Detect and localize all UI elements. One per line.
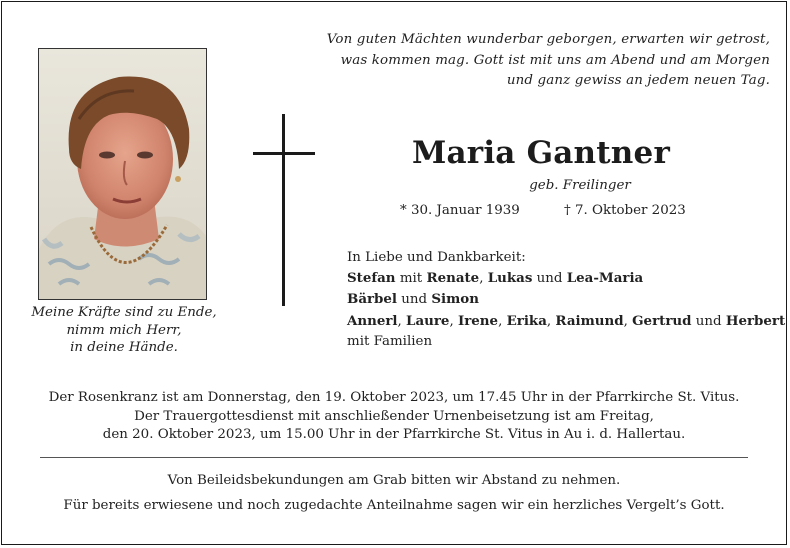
mourner-name: Gertrud [632, 312, 692, 329]
maiden-name: geb. Freilinger [529, 178, 631, 193]
mourner-name: Irene [457, 312, 499, 329]
life-dates [370, 203, 720, 223]
notice-line: Der Trauergottesdienst mit anschließender Urnenbeisetzung ist am Freitag, [134, 408, 654, 424]
mourner-name: Laure [406, 312, 450, 329]
mourners-line: Bärbel und Simon [347, 291, 479, 308]
portrait-image [39, 49, 207, 300]
notice-line: Der Rosenkranz ist am Donnerstag, den 19. Oktober 2023, um 17.45 Uhr in der Pfarrkirche St. Vitus. [48, 390, 740, 405]
birth-date: * 30. Januar 1939 [400, 203, 520, 218]
portrait-photo [38, 48, 207, 300]
quote-line: und ganz gewiss an jedem neuen Tag. [506, 73, 770, 88]
divider [40, 457, 748, 458]
death-date: † 7. Oktober 2023 [564, 203, 686, 218]
mourner-name: Stefan [347, 270, 396, 287]
bible-quote [290, 30, 770, 92]
deceased-name: Maria Gantner [411, 135, 670, 171]
thanks-note: Für bereits erwiesene und noch zugedachte Anteilnahme sagen wir ein herzliches Vergelt’s Gott. [63, 498, 725, 513]
caption-line: Meine Kräfte sind zu Ende, [31, 305, 217, 320]
notice-line: den 20. Oktober 2023, um 15.00 Uhr in der Pfarrkirche St. Vitus in Au i. d. Hallertau. [102, 427, 686, 442]
condolence-request: Von Beileidsbekundungen am Grab bitten wir Abstand zu nehmen. [167, 473, 621, 488]
mourners-line: Stefan mit Renate, Lukas und Lea-Maria [347, 270, 644, 287]
mourner-name: Renate [426, 270, 480, 287]
mourner-name: Annerl [347, 312, 398, 329]
mourners-closing: mit Familien [347, 333, 433, 349]
caption-line: nimm mich Herr, [66, 322, 182, 338]
mourner-name: Simon [431, 291, 479, 308]
mourner-name: Herbert [725, 312, 786, 329]
mourner-name: Lea-Maria [566, 270, 644, 287]
mourner-name: Raimund [555, 312, 624, 329]
quote-line: was kommen mag. Gott ist mit uns am Abend und am Morgen [340, 52, 770, 68]
mourner-name: Lukas [487, 270, 533, 287]
service-notice [24, 389, 764, 445]
photo-caption [24, 304, 224, 357]
caption-line: in deine Hände. [70, 340, 178, 355]
mourners-intro: In Liebe und Dankbarkeit: [347, 250, 526, 265]
quote-line: Von guten Mächten wunderbar geborgen, erwarten wir getrost, [326, 32, 770, 47]
mourner-name: Bärbel [347, 291, 398, 308]
cross-icon [253, 114, 315, 306]
mourner-name: Erika [506, 312, 547, 329]
mourners-line: Annerl, Laure, Irene, Erika, Raimund, Gertrud und Herbert [347, 312, 786, 329]
mourners-list [347, 248, 786, 352]
